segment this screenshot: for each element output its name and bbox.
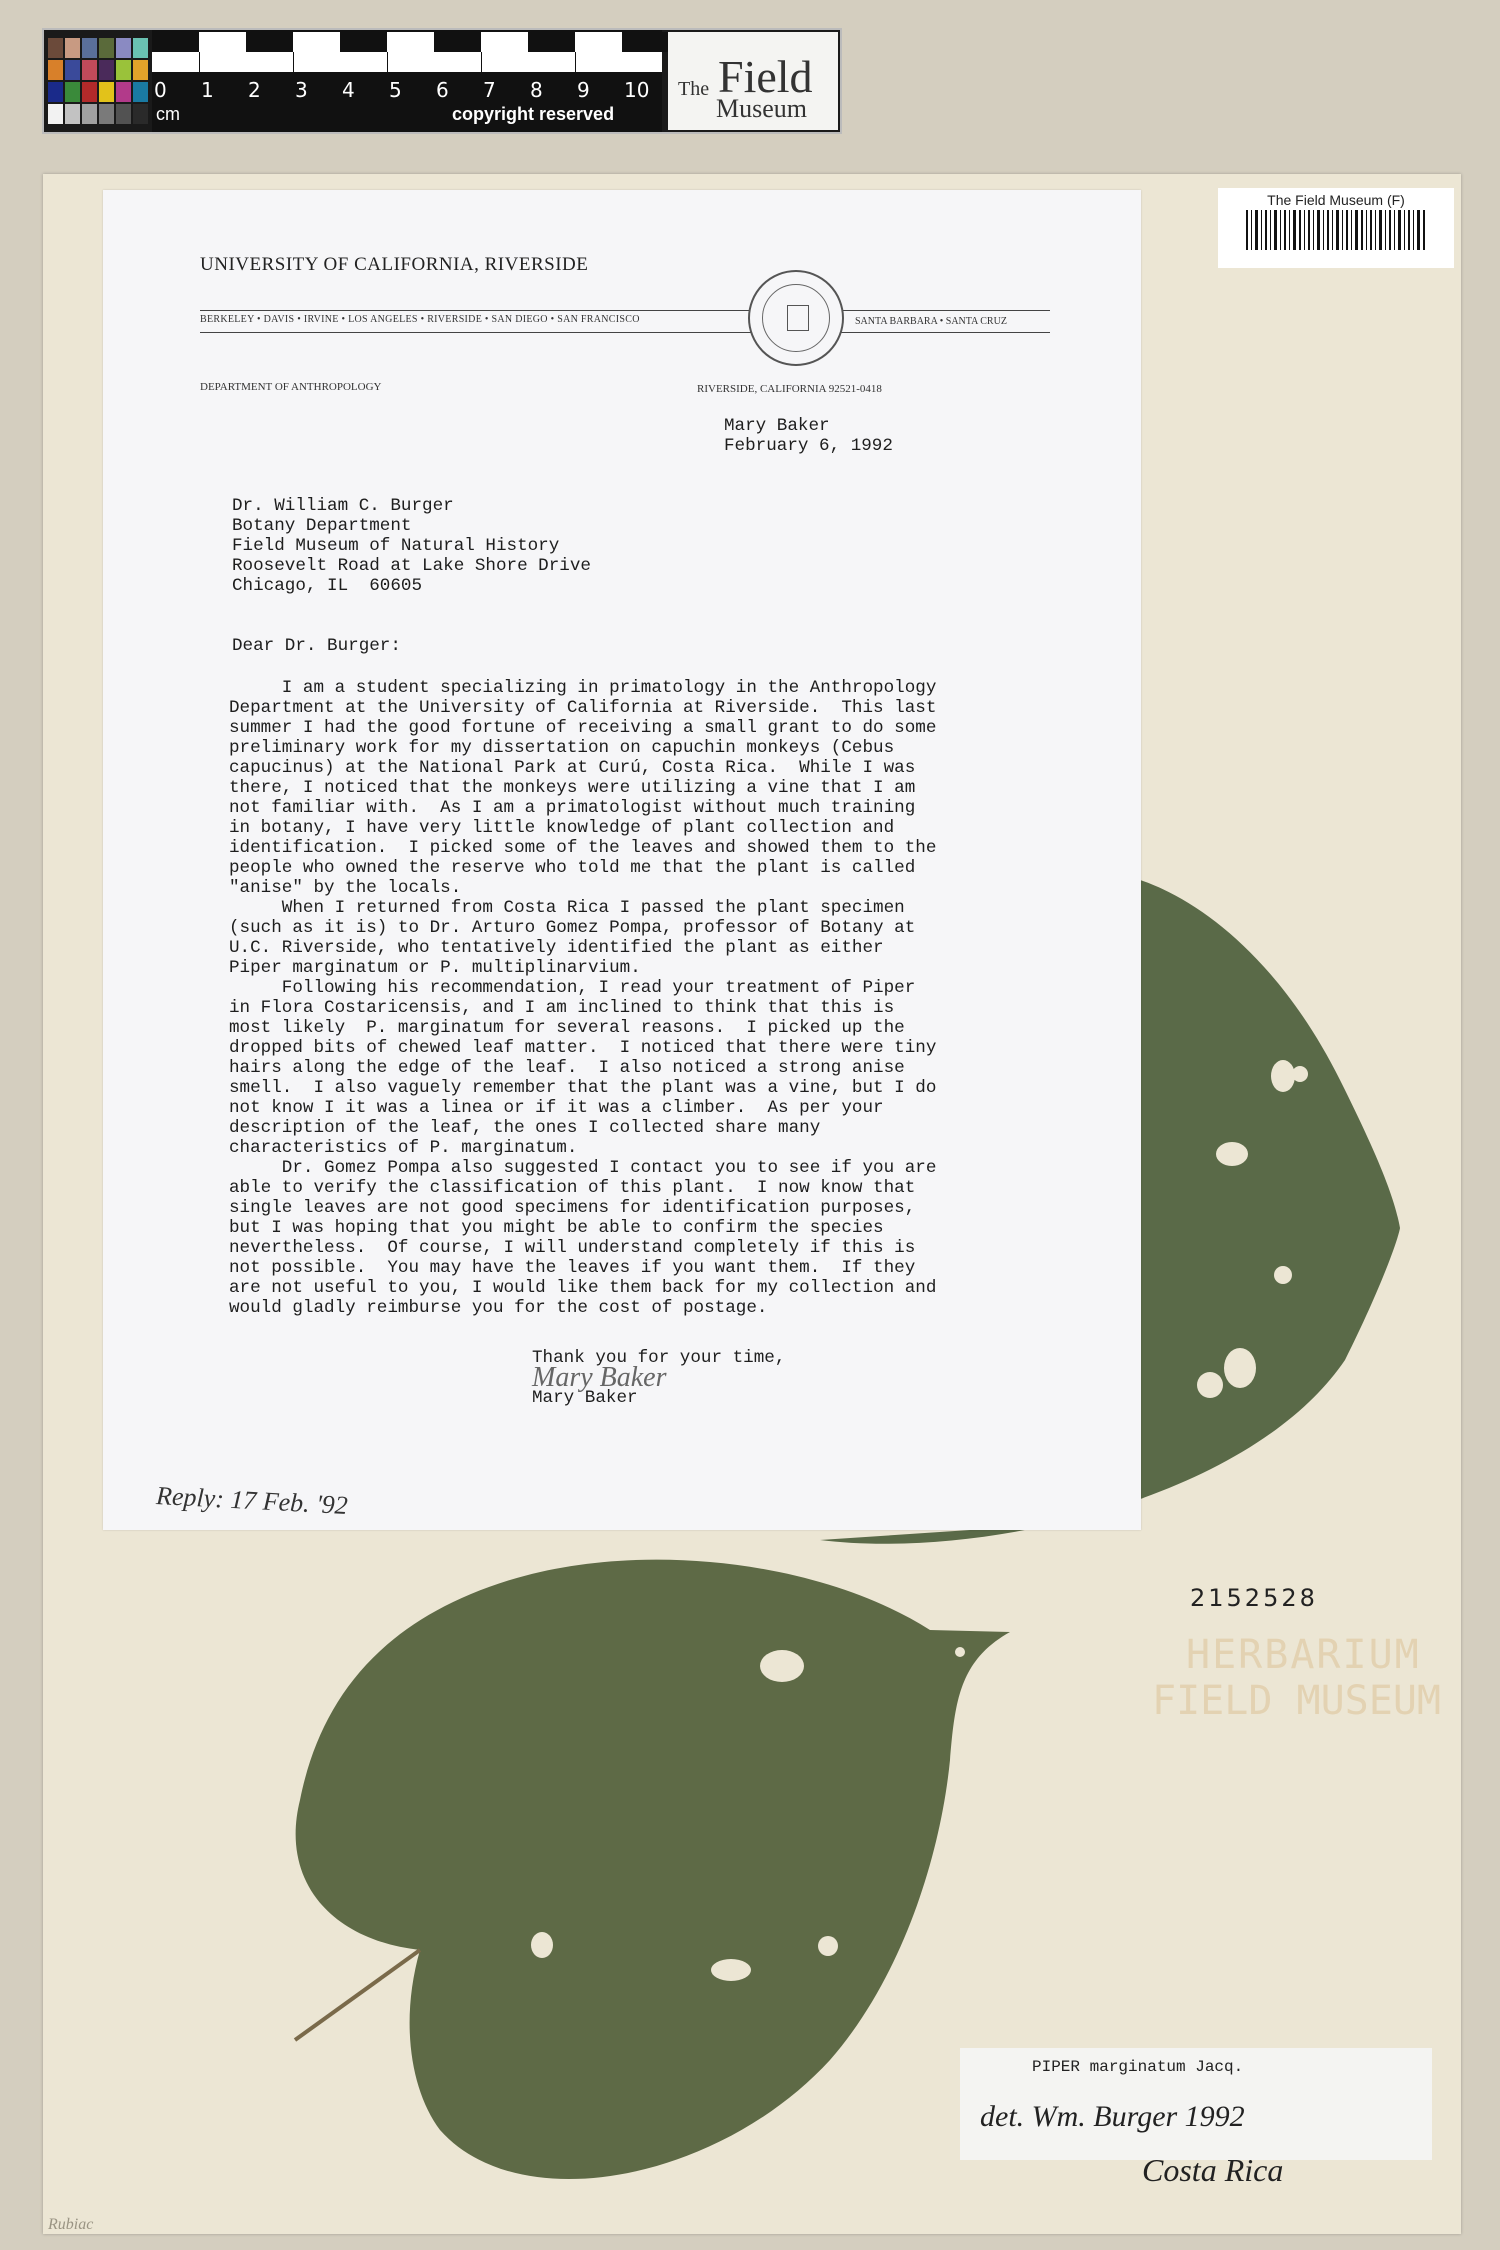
barcode-label xyxy=(1218,188,1454,268)
ruler-number: 5 xyxy=(389,78,402,102)
leaf-hole xyxy=(1274,1266,1292,1284)
handwritten-signature: Mary Baker xyxy=(532,1362,667,1393)
locality-note: Costa Rica xyxy=(1142,2152,1284,2188)
letter-typed-name: Mary Baker xyxy=(532,1388,638,1408)
leaf-hole xyxy=(1216,1142,1248,1166)
herbarium-stamp-line2: FIELD MUSEUM xyxy=(1152,1678,1441,1724)
leaf-hole xyxy=(1197,1372,1223,1398)
leaf-hole xyxy=(711,1959,751,1981)
copyright-text: copyright reserved xyxy=(452,104,615,124)
ruler-number: 3 xyxy=(295,78,308,102)
letter-body: I am a student specializing in primatology in the Anthropology Department at the University of California at Riverside. This last summer I had the good fortune of receiving a small grant to do some preliminary work for my dissertation on capuchin monkeys (Cebus capucinus) at the National Park at Curú, Costa Rica. While I was there, I noticed that the monkeys were utilizing a vine that I am not familiar with. As I am a primatologist without much training in botany, I have very little knowledge of plant collection and identification. I picked some of the leaves and showed them to the people who owned the reserve who told me that the plant is called "anise" by the locals. When I returned from Costa Rica I passed the plant specimen (such as it is) to Dr. Arturo Gomez Pompa, professor of Botany at U.C. Riverside, who tentatively identified the plant as either Piper marginatum or P. multiplinarvium. Following his recommendation, I read your treatment of Piper in Flora Costaricensis, and I am inclined to think that this is most likely P. marginatum for several reasons. I picked up the dropped bits of chewed leaf matter. I noticed that there were tiny hairs along the edge of the leaf. I also noticed a strong anise smell. I also vaguely remember that the plant was a vine, but I do not know I it was a linea or if it was a climber. As per your description of the leaf, the ones I collected share many characteristics of P. marginatum. Dr. Gomez Pompa also suggested I contact you to see if you are able to verify the classification of this plant. I now know that single leaves are not good specimens for identification purposes, but I was hoping that you might be able to confirm the species nevertheless. Of course, I will understand completely if this is not possible. You may have the leaves if you want them. If they are not useful to you, I would like them back for my collection and would gladly reimburse you for the cost of postage. xyxy=(229,678,937,1318)
letter-recipient: Dr. William C. Burger Botany Department Field Museum of Natural History Roosevelt Road at Lake Shore Drive Chicago, IL 60605 xyxy=(232,496,591,596)
leaf-hole xyxy=(955,1647,965,1657)
determination-label xyxy=(960,2048,1432,2160)
leaf-hole xyxy=(1292,1066,1308,1082)
letterhead-campuses-right: SANTA BARBARA • SANTA CRUZ xyxy=(855,316,1007,327)
ruler-number: 10 xyxy=(624,78,650,102)
herbarium-stamp-line1: HERBARIUM xyxy=(1186,1632,1421,1678)
letterhead-department: DEPARTMENT OF ANTHROPOLOGY xyxy=(200,381,382,393)
letterhead-rule xyxy=(200,310,1050,311)
seal-book-icon xyxy=(787,305,809,331)
lower-leaf xyxy=(296,1560,1010,2179)
leaf-petiole xyxy=(295,1950,420,2040)
logo-the: The xyxy=(678,78,710,100)
logo-field: Field xyxy=(718,51,813,102)
letterhead-university: UNIVERSITY OF CALIFORNIA, RIVERSIDE xyxy=(200,254,589,275)
leaf-hole xyxy=(760,1650,804,1682)
leaf-hole xyxy=(1224,1348,1256,1388)
ruler-number: 1 xyxy=(201,78,214,102)
ruler-number: 4 xyxy=(342,78,355,102)
letter-page xyxy=(103,190,1141,1530)
seal-ring xyxy=(762,284,830,352)
leaf-hole xyxy=(818,1936,838,1956)
letter-closing: Thank you for your time, xyxy=(532,1348,786,1368)
logo-museum: Museum xyxy=(716,94,807,123)
letter-header: Mary Baker February 6, 1992 xyxy=(724,416,893,456)
leaf-hole xyxy=(531,1932,553,1958)
ruler-number: 6 xyxy=(436,78,449,102)
letterhead-rule-lower xyxy=(200,332,1050,333)
ruler-unit: cm xyxy=(156,104,180,124)
ruler-number: 2 xyxy=(248,78,261,102)
university-seal xyxy=(748,270,844,366)
letterhead-campuses: BERKELEY • DAVIS • IRVINE • LOS ANGELES • RIVERSIDE • SAN DIEGO • SAN FRANCISCO xyxy=(200,314,640,325)
ruler-number: 9 xyxy=(577,78,590,102)
leaf-hole xyxy=(1271,1060,1295,1092)
ruler-number: 7 xyxy=(483,78,496,102)
accession-number: 2152528 xyxy=(1190,1584,1318,1612)
determiner: det. Wm. Burger 1992 xyxy=(980,2100,1245,2133)
pencil-annotation: Rubiac xyxy=(48,2216,94,2233)
taxon-name: PIPER marginatum Jacq. xyxy=(1032,2058,1244,2076)
letter-salutation: Dear Dr. Burger: xyxy=(232,636,401,656)
reply-annotation: Reply: 17 Feb. '92 xyxy=(155,1481,349,1521)
barcode-label-text: The Field Museum (F) xyxy=(1267,192,1405,208)
barcode xyxy=(1246,210,1426,250)
letterhead-address: RIVERSIDE, CALIFORNIA 92521-0418 xyxy=(697,383,882,395)
ruler-number: 8 xyxy=(530,78,543,102)
ruler-number: 0 xyxy=(154,78,167,102)
